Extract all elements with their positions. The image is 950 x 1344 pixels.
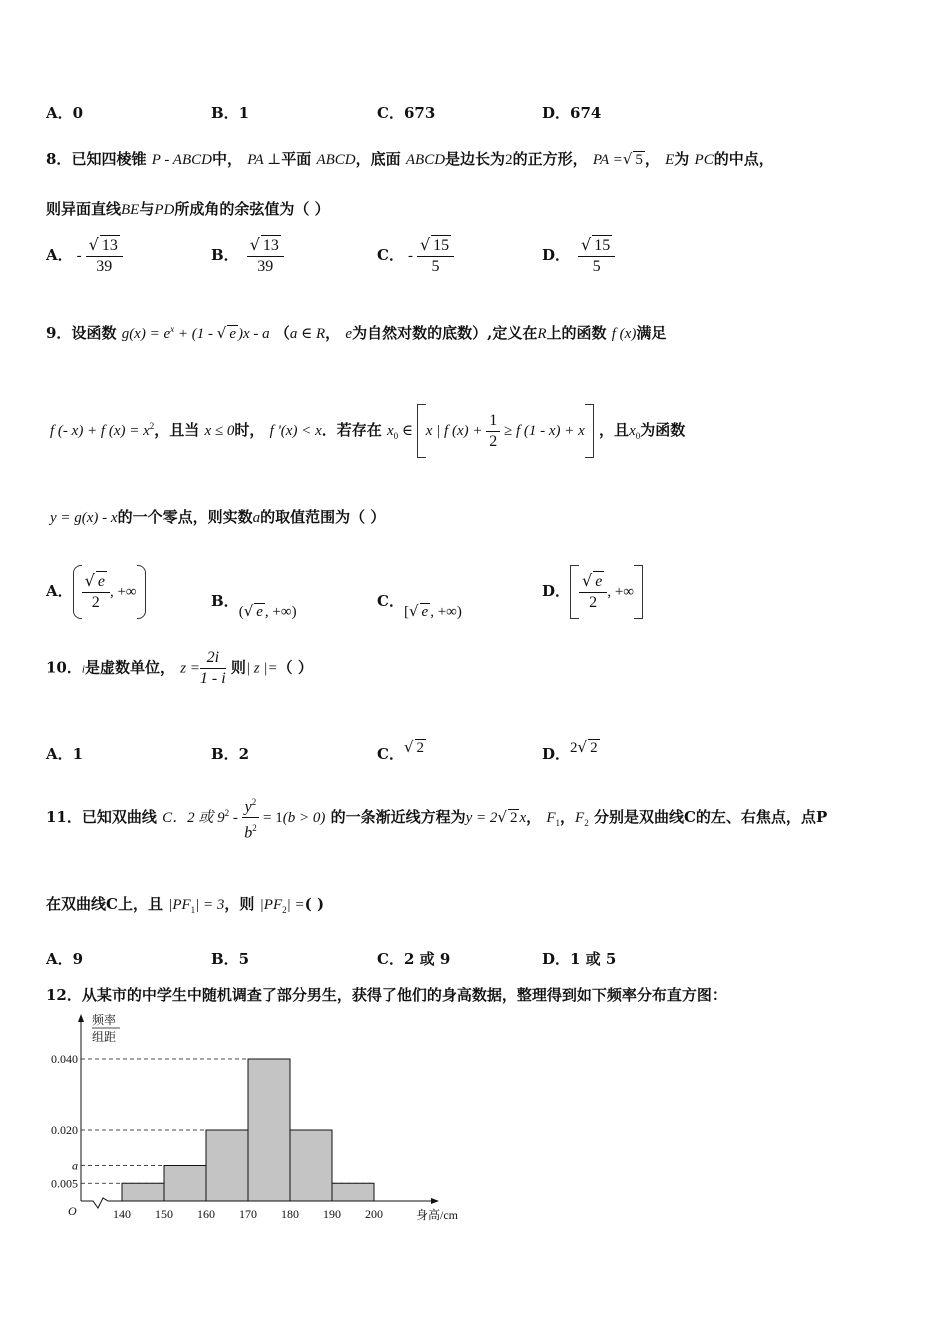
x-tick-label: 190 (323, 1207, 341, 1221)
histogram-bar (290, 1130, 332, 1201)
q11-option-b: B．5 (211, 950, 250, 968)
origin-label: O (68, 1204, 77, 1218)
q11-line1: 11．已知双曲线 C．2 或 $9^2$ - $\frac{y^2}{b^2}$ = 1(b > 0) 的一条渐近线方程为y = 2√ 2 x， $F_1$，$F_2$ 分别是双曲线C的左、右焦点，点P (46, 792, 827, 844)
y-tick-label: 0.040 (51, 1052, 78, 1066)
q12-question: 12．从某市的中学生中随机调查了部分男生，获得了他们的身高数据，整理得到如下频率分布直方图： (46, 986, 727, 1004)
x-axis-label: 身高/cm (416, 1208, 458, 1222)
histogram-bar (164, 1166, 206, 1202)
q11-option-d: D．1 或 5 (542, 950, 617, 968)
y-axis-arrow (78, 1014, 84, 1022)
histogram-chart (40, 1008, 480, 1228)
x-tick-label: 160 (197, 1207, 215, 1221)
x-tick-label: 140 (113, 1207, 131, 1221)
q10-option-b: B．2 (211, 745, 250, 763)
q10-option-a: A．1 (46, 745, 84, 763)
histogram-bar (332, 1183, 374, 1201)
x-tick-label: 180 (281, 1207, 299, 1221)
q9-line1: 9．设函数 $g(x) = e^x + (1$ - √ e )x - a （a ∈ R， e为自然对数的底数）,定义在R上的函数 f (x)满足 (46, 324, 667, 342)
q8-line2: 则异面直线BE与PD所成角的余弦值为（ ） (46, 200, 330, 218)
q9-option-c: C．[√ e , +∞) (377, 592, 462, 620)
y-label-top: 频率 (92, 1013, 117, 1027)
y-tick-label: 0.005 (51, 1176, 78, 1191)
q8-line1: 8．已知四棱锥 P - ABCD中， PA ⊥平面 ABCD，底面 ABCD是边长为2的正方形， PA =√ 5 ， E为 PC的中点， (46, 150, 774, 168)
q10-option-c: C．√ 2 (377, 738, 425, 763)
q7-option-d: D．674 (542, 104, 602, 122)
q8-option-c: C． - $\frac{√ 15}{5}$ (377, 235, 454, 277)
q9-line3: y = g(x) - x的一个零点，则实数a的取值范围为（ ） (50, 508, 386, 526)
q9-option-b: B．(√ e , +∞) (211, 592, 297, 620)
q11-line2: 在双曲线C上，且 $|PF_1| = 3$，则 $|PF_2|$ =( ) (46, 895, 325, 915)
q9-option-a: A． $\frac{√ e}{2}$ , +∞ (46, 565, 146, 619)
q7-option-b: B．1 (211, 104, 250, 122)
q11-option-c: C．2 或 9 (377, 950, 451, 968)
q8-option-d: D． $\frac{√ 15}{5}$ (542, 235, 615, 277)
x-tick-labels (113, 1207, 383, 1221)
x-tick-label: 200 (365, 1207, 383, 1221)
q8-option-a: A． - $\frac{√ 13}{39}$ (46, 235, 123, 277)
y-tick-label: 0.020 (51, 1123, 78, 1137)
q11-option-a: A．9 (46, 950, 84, 968)
q9-option-d: D． $\frac{√ e}{2}$ , +∞ (542, 565, 643, 619)
histogram-bar (122, 1183, 164, 1201)
q7-option-c: C．673 (377, 104, 436, 122)
histogram-bar (248, 1059, 290, 1201)
q8-option-b: B． $\frac{√ 13}{39}$ (211, 235, 284, 277)
y-tick-label: a (72, 1158, 78, 1173)
q7-option-a: A．0 (46, 104, 84, 122)
y-label-bottom: 组距 (92, 1030, 117, 1044)
histogram-bar (206, 1130, 248, 1201)
x-axis-arrow (431, 1198, 439, 1204)
q10-option-d: D．2√ 2 (542, 738, 598, 763)
x-tick-label: 150 (155, 1207, 173, 1221)
x-tick-label: 170 (239, 1207, 257, 1221)
y-tick-labels (51, 1052, 78, 1190)
q9-line2: f (- x) + f $(x) = x^2$，且当 x ≤ 0时， f '(x) < x．若存在 $x_0$ ∈ x | f (x) + $\frac{1}{2}$ ≥ f (1 - x) + x ，且$x_0$为函数 (50, 404, 685, 458)
q10-line1: 10．i是虚数单位， z = $\frac{2i}{1 - i}$ 则| z |=（ ） (46, 649, 313, 687)
